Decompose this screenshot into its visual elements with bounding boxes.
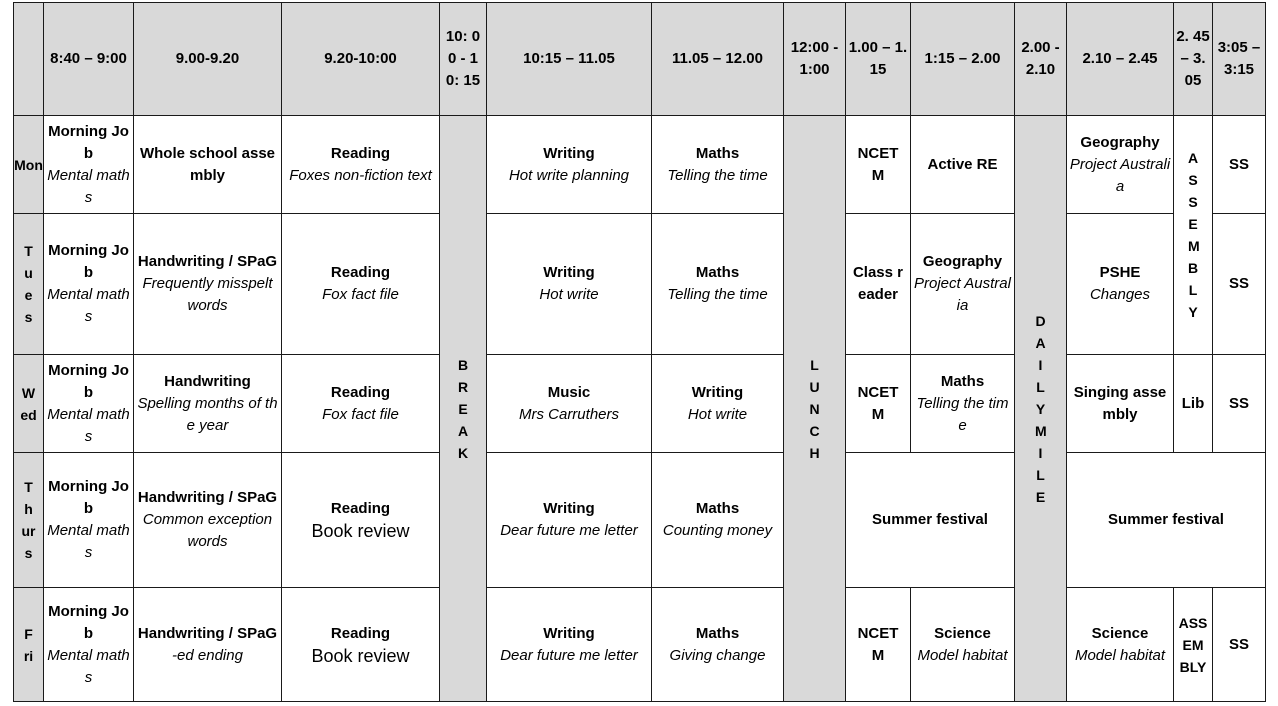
break-column: BREAK <box>440 116 487 702</box>
lesson-cell <box>652 588 784 702</box>
lesson-title: Handwriting <box>164 372 251 390</box>
lesson-detail: Common exception words <box>142 511 273 550</box>
lesson-cell <box>134 453 282 588</box>
lesson-cell <box>134 588 282 702</box>
event-title: Summer festival <box>872 511 988 528</box>
day-row-wed <box>14 355 1266 453</box>
lesson-detail: Mental maths <box>47 405 130 445</box>
lesson-cell <box>911 116 1015 214</box>
lesson-detail: Mental maths <box>47 286 130 325</box>
lesson-cell <box>846 116 911 214</box>
lesson-detail: Foxes non-fiction text <box>289 166 432 184</box>
lesson-title: Reading <box>330 624 391 642</box>
lesson-title: Singing assembly <box>1073 383 1167 423</box>
lesson-cell <box>282 453 440 588</box>
lesson-cell <box>1067 116 1174 214</box>
lesson-title: SS <box>1228 394 1249 412</box>
day-label: Fri <box>14 588 44 702</box>
lesson-cell <box>44 214 134 355</box>
day-row-fri <box>14 588 1266 702</box>
lesson-title: Handwriting / SPaG <box>137 253 278 270</box>
lesson-cell <box>911 355 1015 453</box>
lesson-cell <box>134 355 282 453</box>
lesson-detail: Dear future me letter <box>500 646 638 664</box>
day-row-thurs <box>14 453 1266 588</box>
lesson-cell <box>1213 116 1266 214</box>
lesson-title: Reading <box>330 264 391 281</box>
lesson-cell <box>846 588 911 702</box>
lesson-cell <box>487 214 652 355</box>
lesson-title: Writing <box>543 144 595 162</box>
lesson-detail: -ed ending <box>172 646 243 664</box>
lesson-cell <box>44 588 134 702</box>
lesson-title: Maths <box>695 624 740 642</box>
lesson-title: PSHE <box>1099 264 1141 281</box>
lesson-title: Geography <box>1080 133 1160 151</box>
lesson-title: Maths <box>695 144 740 162</box>
lesson-cell <box>652 355 784 453</box>
lesson-cell <box>1213 214 1266 355</box>
lesson-title: Reading <box>330 500 391 517</box>
lesson-cell <box>652 214 784 355</box>
timetable <box>13 2 1266 702</box>
lesson-detail: Mental maths <box>47 166 130 206</box>
lesson-cell <box>134 116 282 214</box>
lesson-title: Writing <box>543 624 595 642</box>
lesson-detail: Project Australia <box>914 275 1011 314</box>
lesson-cell <box>652 453 784 588</box>
lesson-title: Active RE <box>927 155 998 173</box>
lesson-detail: Mental maths <box>47 646 130 686</box>
lesson-title: NCETM <box>857 144 899 184</box>
lesson-title: Morning Job <box>48 602 129 642</box>
lesson-cell <box>44 116 134 214</box>
header-time: 9.00-9.20 <box>134 3 282 116</box>
header-time: 1.00 – 1.15 <box>846 3 911 116</box>
lesson-cell <box>487 453 652 588</box>
lesson-detail: Hot write <box>687 405 748 423</box>
lesson-cell <box>846 355 911 453</box>
day-row-tues <box>14 214 1266 355</box>
lesson-title: Maths <box>695 500 740 517</box>
day-label: Wed <box>14 355 44 453</box>
lesson-title: Whole school assembly <box>139 144 276 184</box>
day-label: Thurs <box>14 453 44 588</box>
lesson-detail: Model habitat <box>917 646 1008 664</box>
lesson-detail: Fox fact file <box>322 405 399 423</box>
lesson-title: Handwriting / SPaG <box>137 624 278 642</box>
lesson-cell <box>282 588 440 702</box>
event-cell <box>1067 453 1266 588</box>
lesson-title: Handwriting / SPaG <box>137 489 278 506</box>
day-label: Tues <box>14 214 44 355</box>
lesson-title: Reading <box>330 144 391 162</box>
header-time: 10:15 – 11.05 <box>487 3 652 116</box>
header-time: 2. 45 – 3. 05 <box>1174 3 1213 116</box>
lesson-cell <box>911 588 1015 702</box>
lesson-title: NCETM <box>857 624 899 664</box>
lesson-title: SS <box>1228 275 1249 292</box>
lesson-cell <box>282 355 440 453</box>
header-time: 12:00 - 1:00 <box>784 3 846 116</box>
lesson-cell <box>1067 588 1174 702</box>
lesson-title: Lib <box>1181 394 1205 412</box>
header-corner <box>14 3 44 116</box>
lesson-cell <box>1174 355 1213 453</box>
lesson-title: Science <box>1091 624 1149 642</box>
header-time: 1:15 – 2.00 <box>911 3 1015 116</box>
lesson-detail: Telling the time <box>667 286 768 303</box>
header-row <box>14 3 1266 116</box>
lesson-detail: Telling the time <box>667 166 768 184</box>
lesson-cell <box>911 214 1015 355</box>
day-row-mon <box>14 116 1266 214</box>
lesson-detail: Changes <box>1089 286 1151 303</box>
lunch-column: LUNCH <box>784 116 846 702</box>
lesson-detail: Counting money <box>662 522 773 539</box>
lesson-title: SS <box>1228 635 1249 653</box>
lesson-cell <box>44 453 134 588</box>
lesson-title: Geography <box>922 253 1003 270</box>
lesson-title: SS <box>1228 155 1249 173</box>
lesson-cell <box>487 355 652 453</box>
lesson-cell <box>1067 355 1174 453</box>
lesson-title: Writing <box>691 383 744 401</box>
lesson-cell <box>487 588 652 702</box>
assembly-cell: ASSEMBLY <box>1174 116 1213 355</box>
day-label: Mon <box>14 116 44 214</box>
lesson-cell <box>487 116 652 214</box>
lesson-title: Morning Job <box>48 242 129 281</box>
lesson-title: Class reader <box>852 264 904 303</box>
lesson-cell <box>846 214 911 355</box>
lesson-detail: Hot write <box>539 286 599 303</box>
header-time: 3:05 – 3:15 <box>1213 3 1266 116</box>
header-time: 9.20-10:00 <box>282 3 440 116</box>
lesson-cell <box>282 116 440 214</box>
lesson-detail: Model habitat <box>1074 646 1166 664</box>
lesson-cell <box>1213 588 1266 702</box>
lesson-title: Morning Job <box>48 361 129 401</box>
event-title: Summer festival <box>1108 511 1224 528</box>
lesson-cell <box>1067 214 1174 355</box>
daily-mile-column: DAILY MILE <box>1015 116 1067 702</box>
lesson-title: Science <box>934 624 991 642</box>
lesson-detail: Project Australia <box>1069 155 1171 195</box>
lesson-title: Maths <box>940 372 985 390</box>
header-time: 8:40 – 9:00 <box>44 3 134 116</box>
lesson-title: Writing <box>543 500 595 517</box>
lesson-detail: Spelling months of the year <box>137 394 278 434</box>
lesson-detail: Mrs Carruthers <box>518 405 619 423</box>
header-time: 11.05 – 12.00 <box>652 3 784 116</box>
lesson-detail: Dear future me letter <box>500 522 638 539</box>
event-cell <box>846 453 1015 588</box>
lesson-detail: Telling the time <box>916 394 1009 434</box>
lesson-detail: Mental maths <box>47 522 130 561</box>
lesson-cell <box>44 355 134 453</box>
assembly-cell: ASSEMBLY <box>1174 588 1213 702</box>
lesson-detail: Giving change <box>669 646 766 664</box>
lesson-title: Morning Job <box>48 122 129 162</box>
lesson-title: Writing <box>543 264 595 281</box>
header-time: 10: 00 - 10: 15 <box>440 3 487 116</box>
lesson-title: Music <box>547 383 591 401</box>
lesson-title: Reading <box>330 383 391 401</box>
lesson-detail: Fox fact file <box>322 286 399 303</box>
lesson-detail: Hot write planning <box>508 166 630 184</box>
lesson-title: Morning Job <box>48 478 129 517</box>
lesson-detail: Book review <box>311 645 410 666</box>
lesson-cell <box>134 214 282 355</box>
header-time: 2.00 - 2.10 <box>1015 3 1067 116</box>
lesson-title: NCETM <box>857 383 899 423</box>
lesson-detail: Book review <box>311 521 410 541</box>
lesson-cell <box>282 214 440 355</box>
lesson-title: Maths <box>695 264 740 281</box>
lesson-cell <box>1213 355 1266 453</box>
lesson-detail: Frequently misspelt words <box>142 275 273 314</box>
header-time: 2.10 – 2.45 <box>1067 3 1174 116</box>
lesson-cell <box>652 116 784 214</box>
